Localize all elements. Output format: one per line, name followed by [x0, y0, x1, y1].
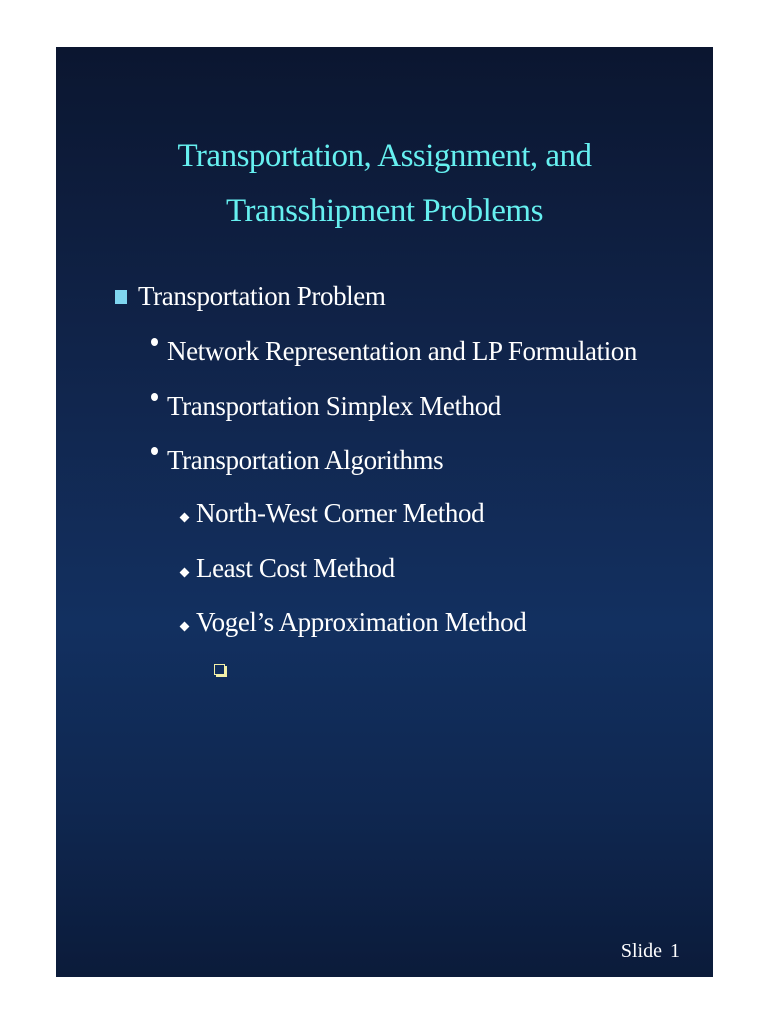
bullet-level3-item: North-West Corner Method: [196, 498, 485, 528]
square-bullet-icon: [115, 290, 127, 304]
diamond-bullet-icon: [180, 513, 190, 523]
slide-number: [621, 940, 680, 963]
bullet-level1: Transportation Problem: [138, 281, 386, 311]
dot-bullet-icon: [151, 393, 158, 401]
bullet-level3-item: Vogel’s Approximation Method: [196, 607, 527, 637]
dot-bullet-icon: [151, 338, 158, 346]
slide-title: [56, 129, 713, 239]
title-line-1: Transportation, Assignment, and: [177, 138, 592, 174]
diamond-bullet-icon: [180, 622, 190, 632]
slide-number-value: 1: [670, 940, 680, 962]
bullet-level2-item: Transportation Algorithms: [167, 445, 444, 475]
bullet-level3-item: Least Cost Method: [196, 553, 395, 583]
title-line-2: Transshipment Problems: [226, 193, 543, 229]
bullet-level2-item: Transportation Simplex Method: [167, 391, 501, 421]
diamond-bullet-icon: [180, 568, 190, 578]
dot-bullet-icon: [151, 447, 158, 455]
bullet-level2-item: Network Representation and LP Formulation: [167, 336, 638, 366]
slide-label: Slide: [620, 940, 662, 962]
slide: [56, 47, 713, 977]
checkbox-bullet-icon: [214, 664, 225, 675]
